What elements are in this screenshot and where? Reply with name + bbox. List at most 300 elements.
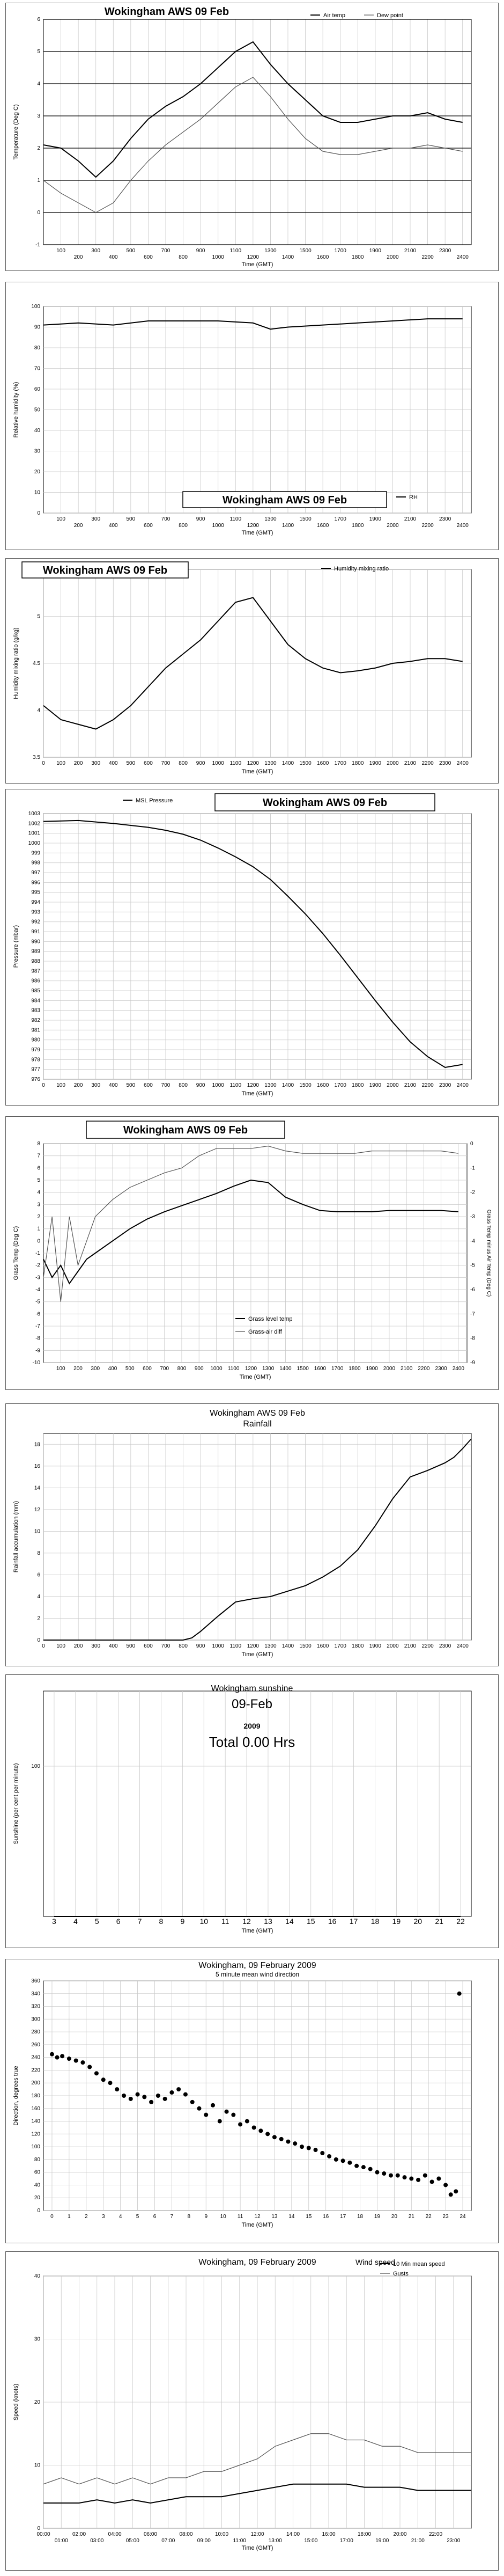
x-tick-label: 1100 (229, 760, 242, 766)
y-tick-label: 981 (31, 1027, 40, 1034)
x-tick-label: 500 (126, 760, 136, 766)
data-point (457, 1992, 462, 1996)
x-tick-label: 20 (413, 1917, 423, 1926)
x-tick-label: 1600 (317, 760, 329, 766)
data-point (142, 2095, 146, 2099)
legend-entry: Grass-air diff (248, 1329, 282, 1335)
x-tick-label: 200 (73, 1366, 83, 1372)
x-tick-label: 1700 (334, 760, 346, 766)
x-tick-label: 3 (52, 1917, 56, 1926)
y-tick-label: 5 (37, 613, 40, 620)
y-axis-label: Sunshine (per cent per minute) (13, 1763, 19, 1845)
y-tick-label: 4 (37, 1593, 40, 1600)
x-tick-label: 1200 (247, 1643, 259, 1649)
y-axis-label: Humidity mixing ratio (g/kg) (13, 627, 19, 699)
y-tick-label: 6 (37, 17, 40, 23)
x-tick-label: 400 (108, 1643, 118, 1649)
data-point (265, 2132, 270, 2136)
y-tick-label: 12 (34, 1506, 40, 1513)
x-tick-label: 00:00 (36, 2531, 50, 2537)
y-tick-label: -7 (35, 1323, 40, 1329)
y-tick-label: -1 (35, 242, 40, 248)
x-tick-label: 2000 (387, 1082, 399, 1088)
x-tick-label: 500 (126, 1643, 136, 1649)
y2-axis-label: Grass Temp minus Air Temp (Deg C) (486, 1209, 492, 1297)
x-tick-label: 300 (91, 1082, 101, 1088)
data-point (354, 2164, 359, 2168)
chart-total: Total 0.00 Hrs (209, 1734, 295, 1750)
x-tick-label: 2200 (421, 523, 434, 529)
x-tick-label: 1200 (247, 523, 259, 529)
x-tick-label: 2200 (421, 1643, 434, 1649)
data-point (300, 2145, 304, 2149)
data-point (327, 2154, 331, 2158)
chart-title: Wokingham AWS 09 Feb (222, 494, 347, 506)
x-tick-label: 600 (144, 1643, 153, 1649)
y-axis-label: Speed (knots) (13, 2383, 19, 2421)
x-tick-label: 100 (56, 1643, 65, 1649)
y-tick-label: 988 (31, 958, 40, 964)
x-tick-label: 1600 (314, 1366, 327, 1372)
y-tick-label: -1 (35, 1250, 40, 1256)
x-tick-label: 1800 (352, 760, 364, 766)
x-tick-label: 1900 (369, 1082, 381, 1088)
x-tick-label: 1500 (299, 248, 312, 254)
x-tick-label: 100 (56, 760, 65, 766)
y-tick-label: 40 (34, 428, 40, 434)
x-tick-label: 1800 (352, 523, 364, 529)
chart-pres (6, 789, 498, 1105)
x-tick-label: 2300 (439, 1643, 451, 1649)
y-tick-label: 80 (34, 345, 40, 351)
y-tick-label: 0 (37, 1637, 40, 1643)
x-tick-label: 4 (73, 1917, 78, 1926)
x-tick-label: 500 (126, 248, 136, 254)
x-tick-label: 300 (91, 516, 101, 522)
x-tick-label: 0 (42, 760, 45, 766)
x-tick-label: 1900 (369, 1643, 381, 1649)
y-tick-label: 20 (34, 2399, 40, 2405)
x-axis-label: Time (GMT) (241, 261, 273, 268)
x-tick-label: 07:00 (161, 2538, 175, 2544)
y-tick-label: 140 (31, 2118, 40, 2125)
x-tick-label: 2100 (404, 516, 417, 522)
y-tick-label: 1 (37, 178, 40, 184)
data-point (183, 2092, 188, 2097)
y-tick-label: 6 (37, 1572, 40, 1578)
x-tick-label: 1300 (264, 1643, 277, 1649)
x-tick-label: 17 (349, 1917, 358, 1926)
x-tick-label: 6 (116, 1917, 121, 1926)
y2-tick-label: 0 (470, 1141, 473, 1147)
x-tick-label: 1100 (229, 248, 242, 254)
y-tick-label: 987 (31, 968, 40, 975)
x-tick-label: 12 (242, 1917, 251, 1926)
y-tick-label: 320 (31, 2003, 40, 2010)
x-tick-label: 1000 (212, 1643, 224, 1649)
y-tick-label: 100 (31, 2144, 40, 2150)
x-tick-label: 1000 (212, 1082, 224, 1088)
x-tick-label: 600 (144, 523, 153, 529)
y-tick-label: 20 (34, 2195, 40, 2201)
y-tick-label: 60 (34, 2169, 40, 2176)
x-tick-label: 2300 (439, 516, 451, 522)
x-tick-label: 100 (56, 248, 65, 254)
y-tick-label: 2 (37, 1615, 40, 1622)
x-tick-label: 24 (459, 2214, 466, 2220)
x-tick-label: 1700 (334, 516, 346, 522)
x-tick-label: 1700 (331, 1366, 344, 1372)
x-tick-label: 300 (91, 1643, 101, 1649)
x-tick-label: 1200 (244, 1366, 257, 1372)
x-tick-label: 1100 (229, 1082, 242, 1088)
data-point (231, 2113, 235, 2117)
data-point (136, 2092, 140, 2097)
data-point (252, 2125, 256, 2129)
y-tick-label: 977 (31, 1066, 40, 1073)
data-point (94, 2071, 99, 2075)
y-tick-label: 1002 (28, 821, 40, 827)
chart-subtitle: 09-Feb (231, 1697, 273, 1711)
data-point (238, 2123, 242, 2127)
data-point (272, 2135, 277, 2139)
data-point (122, 2094, 126, 2098)
x-tick-label: 2 (85, 2214, 88, 2220)
x-tick-label: 7 (170, 2214, 174, 2220)
y2-tick-label: -7 (470, 1311, 475, 1318)
x-tick-label: 2100 (404, 248, 417, 254)
x-tick-label: 1500 (297, 1366, 309, 1372)
data-point (454, 2189, 458, 2193)
x-tick-label: 2000 (387, 254, 399, 260)
y-tick-label: 70 (34, 365, 40, 372)
x-tick-label: 10 (199, 1917, 209, 1926)
y-tick-label: -5 (35, 1299, 40, 1305)
data-point (436, 2177, 441, 2181)
data-point (341, 2158, 345, 2163)
y-tick-label: 0 (37, 1238, 40, 1245)
legend-entry: Humidity mixing ratio (334, 566, 389, 572)
x-tick-label: 2300 (439, 248, 451, 254)
legend-entry: Dew point (377, 12, 403, 19)
y-tick-label: 0 (37, 210, 40, 216)
y2-tick-label: -4 (470, 1238, 475, 1245)
y-tick-label: -2 (35, 1262, 40, 1269)
y-tick-label: 982 (31, 1018, 40, 1023)
x-tick-label: 19:00 (375, 2538, 389, 2544)
chart-title: Wokingham, 09 February 2009 (198, 2258, 316, 2267)
data-point (156, 2094, 160, 2098)
y-tick-label: 4 (37, 81, 40, 87)
y-tick-label: 2 (37, 145, 40, 151)
x-tick-label: 02:00 (72, 2531, 86, 2537)
x-tick-label: 1800 (352, 254, 364, 260)
x-tick-label: 19 (392, 1917, 401, 1926)
x-tick-label: 20 (391, 2214, 397, 2220)
y-tick-label: 0 (37, 2208, 40, 2214)
data-point (430, 2180, 434, 2184)
data-point (314, 2148, 318, 2152)
data-point (197, 2106, 201, 2111)
data-point (320, 2151, 324, 2155)
y-tick-label: 220 (31, 2067, 40, 2074)
x-tick-label: 16:00 (322, 2531, 336, 2537)
x-tick-label: 600 (144, 254, 153, 260)
x-tick-label: 17 (340, 2214, 346, 2220)
data-point (443, 2183, 448, 2187)
x-tick-label: 1300 (264, 760, 277, 766)
chart-wdir (6, 1959, 498, 2243)
x-tick-label: 11 (221, 1917, 229, 1926)
y-tick-label: 3 (37, 113, 40, 119)
x-tick-label: 1400 (281, 523, 294, 529)
x-tick-label: 14 (285, 1917, 294, 1926)
y-tick-label: 5 (37, 1177, 40, 1183)
chart-panel-rain (5, 1403, 499, 1666)
x-tick-label: 500 (125, 1366, 135, 1372)
chart-title: Wokingham AWS 09 Feb (123, 1124, 248, 1136)
y-tick-label: 360 (31, 1978, 40, 1984)
chart-title: Wokingham sunshine (211, 1684, 293, 1693)
x-tick-label: 0 (42, 1643, 45, 1649)
chart-subtitle: Wind speed (355, 2258, 395, 2266)
y-tick-label: 80 (34, 2156, 40, 2163)
x-tick-label: 2400 (452, 1366, 465, 1372)
y-tick-label: 0 (37, 510, 40, 516)
data-point (218, 2119, 222, 2124)
x-tick-label: 0 (50, 2214, 54, 2220)
y-tick-label: 3.5 (33, 755, 40, 760)
data-point (67, 2057, 71, 2061)
x-tick-label: 600 (144, 760, 153, 766)
y-tick-label: 340 (31, 1990, 40, 1997)
x-tick-label: 900 (194, 1366, 204, 1372)
x-tick-label: 800 (179, 254, 188, 260)
y-tick-label: 5 (37, 49, 40, 55)
data-point (55, 2055, 60, 2060)
x-tick-label: 1200 (247, 1082, 259, 1088)
x-tick-label: 700 (161, 1643, 171, 1649)
x-tick-label: 2400 (456, 523, 469, 529)
x-tick-label: 5 (94, 1917, 99, 1926)
chart-title: Wokingham AWS 09 Feb (104, 6, 229, 18)
data-point (176, 2087, 181, 2091)
x-tick-label: 2200 (418, 1366, 430, 1372)
x-tick-label: 700 (161, 760, 171, 766)
x-tick-label: 11:00 (233, 2538, 246, 2544)
x-tick-label: 1900 (369, 248, 381, 254)
data-point (389, 2174, 393, 2178)
x-tick-label: 1800 (352, 1082, 364, 1088)
legend-entry: Gusts (393, 2271, 409, 2277)
x-tick-label: 08:00 (179, 2531, 193, 2537)
chart-panel-wdir (5, 1959, 499, 2243)
x-tick-label: 15:00 (304, 2538, 318, 2544)
x-tick-label: 6 (153, 2214, 157, 2220)
x-tick-label: 17:00 (339, 2538, 353, 2544)
x-tick-label: 900 (196, 1643, 205, 1649)
y-tick-label: 60 (34, 386, 40, 392)
x-tick-label: 700 (161, 248, 171, 254)
y-tick-label: 8 (37, 1141, 40, 1147)
y-tick-label: 40 (34, 2273, 40, 2279)
chart-panel-wspd (5, 2251, 499, 2571)
y-tick-label: 989 (31, 948, 40, 955)
x-tick-label: 2000 (387, 1643, 399, 1649)
x-axis-label: Time (GMT) (241, 1651, 273, 1658)
data-point (375, 2170, 379, 2175)
data-point (211, 2103, 215, 2107)
x-tick-label: 14 (288, 2214, 295, 2220)
x-tick-label: 1300 (264, 248, 277, 254)
x-tick-label: 05:00 (125, 2538, 139, 2544)
chart-temp (6, 3, 498, 270)
x-tick-label: 2100 (401, 1366, 413, 1372)
x-tick-label: 21:00 (411, 2538, 425, 2544)
y-tick-label: 2 (37, 1214, 40, 1220)
data-point (423, 2174, 427, 2178)
y2-tick-label: -2 (470, 1189, 475, 1196)
y-tick-label: 1001 (28, 830, 40, 837)
y-tick-label: 997 (31, 870, 40, 876)
chart-panel-mix (5, 558, 499, 784)
x-tick-label: 2300 (439, 760, 451, 766)
y-tick-label: 90 (34, 324, 40, 331)
chart-panel-sun (5, 1674, 499, 1948)
y-tick-label: -8 (35, 1335, 40, 1342)
data-point (87, 2065, 92, 2069)
y2-tick-label: -5 (470, 1262, 475, 1269)
x-tick-label: 16 (328, 1917, 337, 1926)
x-tick-label: 400 (108, 760, 118, 766)
x-tick-label: 1100 (229, 516, 242, 522)
data-point (279, 2137, 284, 2141)
x-tick-label: 15 (306, 1917, 315, 1926)
y-tick-label: 160 (31, 2105, 40, 2112)
x-tick-label: 2300 (435, 1366, 447, 1372)
x-tick-label: 500 (126, 516, 136, 522)
plot-area (43, 814, 471, 1079)
x-tick-label: 0 (42, 1082, 45, 1088)
y-tick-label: 1003 (28, 811, 40, 817)
x-axis-label: Time (GMT) (241, 1091, 273, 1097)
x-tick-label: 200 (73, 760, 83, 766)
data-point (361, 2165, 366, 2169)
data-point (60, 2054, 64, 2058)
y-axis-label: Direction, degrees true (13, 2066, 19, 2126)
y-tick-label: 990 (31, 939, 40, 945)
x-tick-label: 2200 (421, 1082, 434, 1088)
y-axis-label: Rainfall accumulation (mm) (13, 1501, 19, 1573)
y-tick-label: 986 (31, 978, 40, 984)
x-tick-label: 1700 (334, 1082, 346, 1088)
x-tick-label: 1500 (299, 1082, 312, 1088)
x-tick-label: 21 (435, 1917, 443, 1926)
x-tick-label: 13 (264, 1917, 272, 1926)
x-tick-label: 200 (73, 1643, 83, 1649)
x-tick-label: 1400 (281, 254, 294, 260)
x-tick-label: 2400 (456, 254, 469, 260)
x-tick-label: 1700 (334, 1643, 346, 1649)
y-tick-label: 260 (31, 2041, 40, 2048)
y-tick-label: 983 (31, 1007, 40, 1014)
x-tick-label: 12 (254, 2214, 261, 2220)
x-tick-label: 1700 (334, 248, 346, 254)
x-tick-label: 22 (456, 1917, 465, 1926)
chart-grass (6, 1117, 498, 1389)
x-tick-label: 200 (73, 254, 83, 260)
y-tick-label: 4 (37, 707, 40, 714)
chart-title: Wokingham, 09 February 2009 (198, 1961, 316, 1970)
chart-wspd (6, 2252, 498, 2570)
data-point (50, 2052, 54, 2057)
y-tick-label: 979 (31, 1047, 40, 1053)
x-tick-label: 500 (126, 1082, 136, 1088)
plot-area (43, 19, 471, 245)
chart-title: Wokingham AWS 09 Feb (42, 565, 168, 576)
x-axis-label: Time (GMT) (241, 530, 273, 536)
x-tick-label: 8 (187, 2214, 191, 2220)
data-point (204, 2113, 208, 2117)
x-tick-label: 04:00 (108, 2531, 122, 2537)
y2-tick-label: -8 (470, 1335, 475, 1342)
x-tick-label: 9 (180, 1917, 185, 1926)
x-tick-label: 9 (204, 2214, 208, 2220)
x-tick-label: 700 (161, 1082, 171, 1088)
y-tick-label: 8 (37, 1550, 40, 1556)
data-point (409, 2177, 413, 2181)
y-tick-label: 0 (37, 2526, 40, 2531)
chart-panel-rh (5, 282, 499, 550)
x-tick-label: 800 (177, 1366, 187, 1372)
x-tick-label: 300 (91, 760, 101, 766)
legend-entry: Air temp (323, 12, 345, 19)
data-point (169, 2090, 174, 2095)
y-tick-label: 976 (31, 1077, 40, 1082)
x-tick-label: 300 (91, 1366, 100, 1372)
x-tick-label: 7 (137, 1917, 142, 1926)
chart-subtitle: Rainfall (243, 1419, 272, 1429)
y-tick-label: 998 (31, 860, 40, 866)
y-tick-label: 30 (34, 448, 40, 455)
chart-title: Wokingham AWS 09 Feb (210, 1409, 305, 1418)
x-tick-label: 1600 (317, 254, 329, 260)
legend-entry: 10 Min mean speed (393, 2261, 445, 2267)
y-tick-label: 991 (31, 929, 40, 935)
y2-tick-label: -9 (470, 1360, 475, 1366)
x-tick-label: 2100 (404, 1643, 417, 1649)
y-tick-label: 100 (31, 1763, 40, 1769)
y-tick-label: -3 (35, 1275, 40, 1281)
x-tick-label: 13 (271, 2214, 278, 2220)
x-tick-label: 18:00 (357, 2531, 372, 2537)
y-tick-label: 6 (37, 1165, 40, 1172)
data-point (307, 2146, 311, 2150)
data-point (115, 2087, 119, 2091)
x-tick-label: 2100 (404, 760, 417, 766)
y-tick-label: 992 (31, 919, 40, 925)
x-tick-label: 100 (56, 1366, 65, 1372)
y-tick-label: 16 (34, 1463, 40, 1469)
x-tick-label: 1 (68, 2214, 71, 2220)
x-tick-label: 1000 (212, 760, 224, 766)
y-tick-label: 30 (34, 2336, 40, 2343)
y-tick-label: 984 (31, 998, 40, 1004)
x-tick-label: 1200 (247, 760, 259, 766)
x-tick-label: 18 (370, 1917, 380, 1926)
x-tick-label: 400 (108, 1082, 118, 1088)
x-axis-label: Time (GMT) (239, 1374, 271, 1380)
